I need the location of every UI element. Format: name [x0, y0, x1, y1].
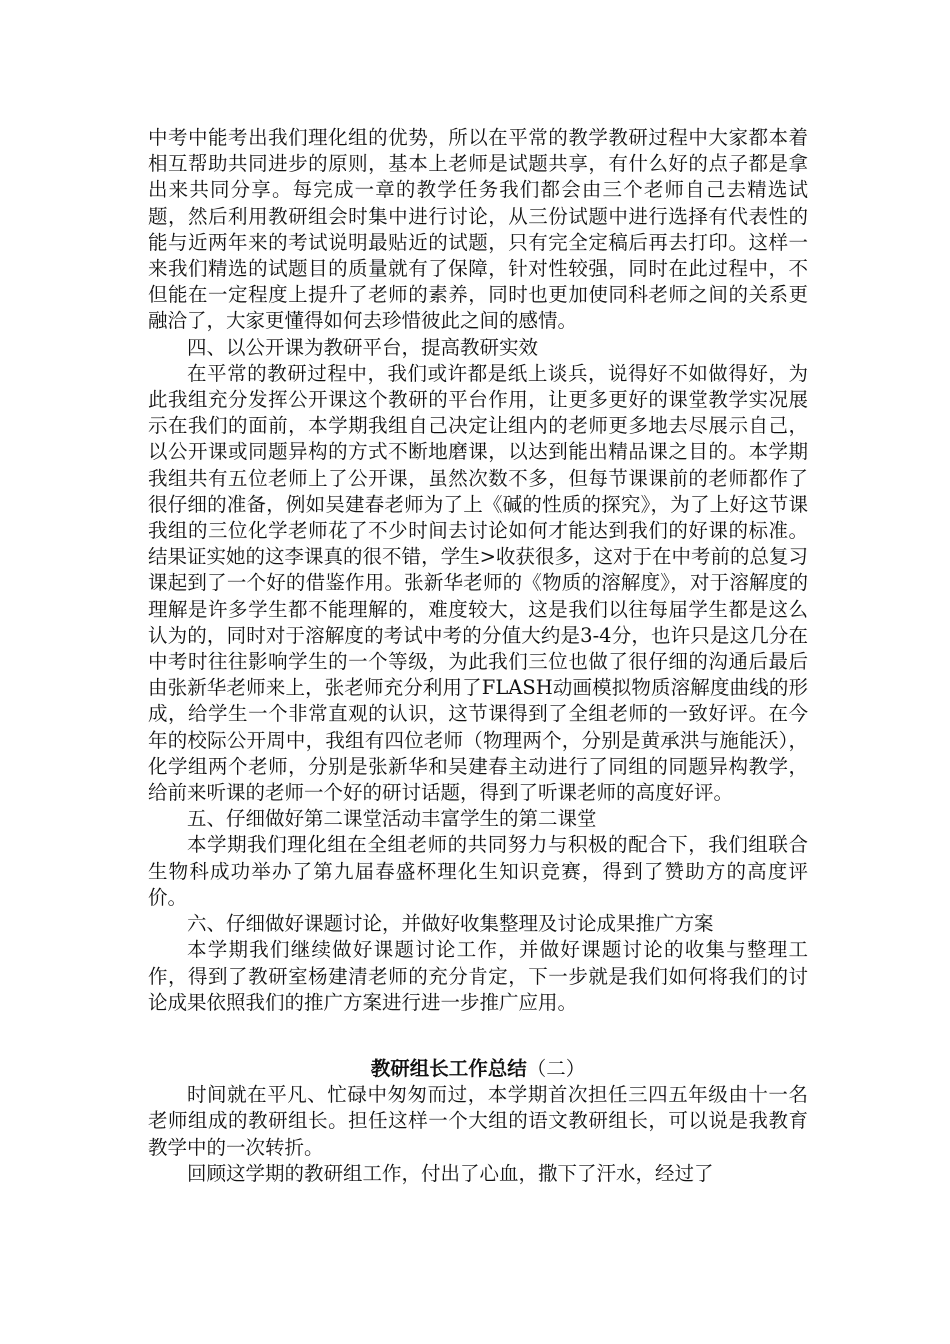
- title-suffix: （二）: [526, 1056, 586, 1080]
- document-page: [148, 125, 808, 1187]
- paragraph-research-topic: 本学期我们继续做好课题讨论工作，并做好课题讨论的收集与整理工作，得到了教研室杨建清老师的充分肯定，下一步就是我们如何将我们的讨论成果依照我们的推广方案进行进一步推广应用。: [148, 938, 808, 1014]
- section-heading-5: 五、仔细做好第二课堂活动丰富学生的第二课堂: [187, 807, 597, 831]
- paragraph-second-classroom: 本学期我们理化组在全组老师的共同努力与积极的配合下，我们组联合生物科成功举办了第九届春盛杯理化生知识竞赛，得到了赞助方的高度评价。: [148, 833, 808, 909]
- paragraph-continuation: 中考中能考出我们理化组的优势，所以在平常的教学教研过程中大家都本着相互帮助共同进步的原则，基本上老师是试题共享，有什么好的点子都是拿出来共同分享。每完成一章的教学任务我们都会由三个老师自己去精选试题，然后利用教研组会时集中进行讨论，从三份试题中进行选择有代表性的能与近两年来的考试说明最贴近的试题，只有完全定稿后再去打印。这样一来我们精选的试题目的质量就有了保障，针对性较强，同时在此过程中，不但能在一定程度上提升了老师的素养，同时也更加使同科老师之间的关系更融洽了，大家更懂得如何去珍惜彼此之间的感情。: [148, 126, 808, 333]
- title-text: 教研组长工作总结: [370, 1056, 527, 1080]
- paragraph-review: 回顾这学期的教研组工作，付出了心血，撒下了汗水，经过了: [187, 1161, 714, 1185]
- section-heading-6: 六、仔细做好课题讨论，并做好收集整理及讨论成果推广方案: [187, 912, 714, 936]
- document-title: [148, 1056, 808, 1082]
- paragraph-intro: 时间就在平凡、忙碌中匆匆而过，本学期首次担任三四五年级由十一名老师组成的教研组长。担任这样一个大组的语文教研组长，可以说是我教育教学中的一次转折。: [148, 1083, 808, 1159]
- section-heading-4: 四、以公开课为教研平台，提高教研实效: [187, 335, 539, 359]
- paragraph-open-class: 在平常的教研过程中，我们或许都是纸上谈兵，说得好不如做得好，为此我组充分发挥公开课这个教研的平台作用，让更多更好的课堂教学实况展示在我们的面前，本学期我组自己决定让组内的老师更多地去尽展示自己，以公开课或同题异构的方式不断地磨课，以达到能出精品课之目的。本学期我组共有五位老师上了公开课，虽然次数不多，但每节课课前的老师都作了很仔细的准备，例如吴建春老师为了上《碱的性质的探究》，为了上好这节课我组的三位化学老师花了不少时间去讨论如何才能达到我们的好课的标准。结果证实她的这李课真的很不错，学生>收获很多，这对于在中考前的总复习课起到了一个好的借鉴作用。张新华老师的《物质的溶解度》，对于溶解度的理解是许多学生都不能理解的，难度较大，这是我们以往每届学生都是这么认为的，同时对于溶解度的考试中考的分值大约是3-4分，也许只是这几分在中考时往往影响学生的一个等级，为此我们三位也做了很仔细的沟通后最后由张新华老师来上，张老师充分利用了FLASH动画模拟物质溶解度曲线的形成，给学生一个非常直观的认识，这节课得到了全组老师的一致好评。在今年的校际公开周中，我组有四位老师（物理两个，分别是黄承洪与施能沃），化学组两个老师，分别是张新华和吴建春主动进行了同组的同题异构教学，给前来听课的老师一个好的研讨话题，得到了听课老师的高度好评。: [148, 361, 808, 805]
